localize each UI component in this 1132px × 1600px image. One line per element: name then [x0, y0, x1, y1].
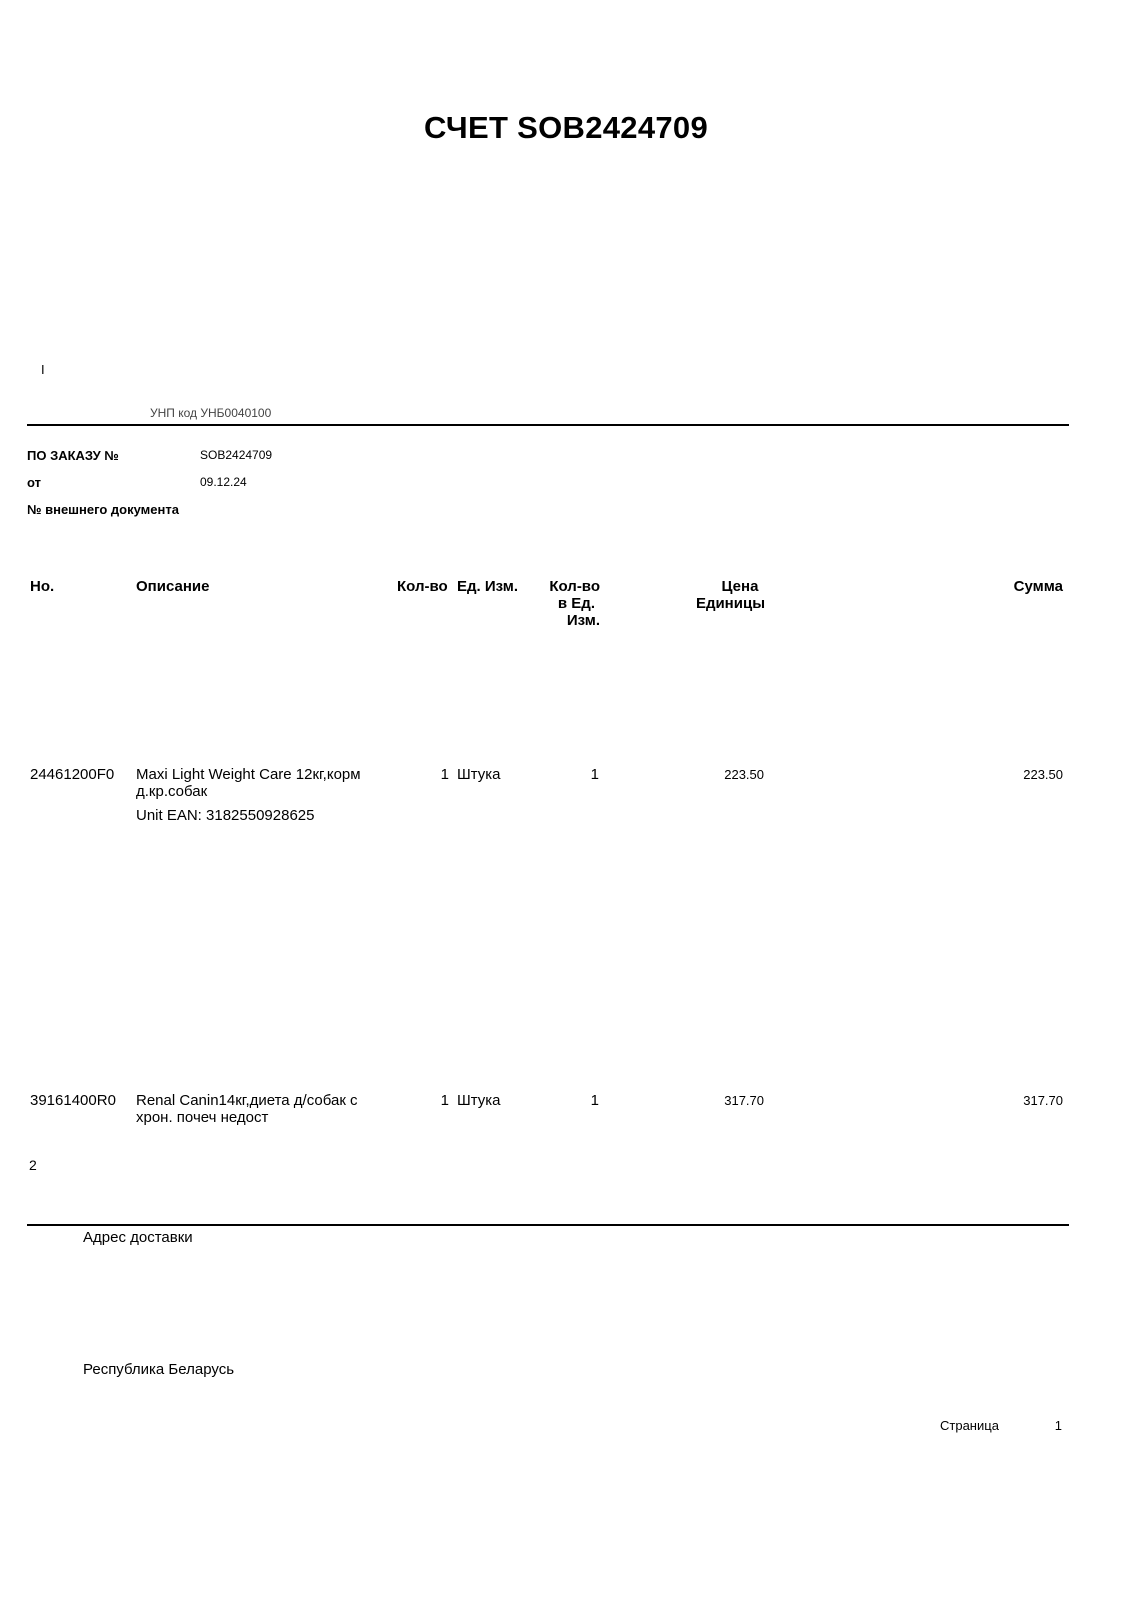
row-1-no: 24461200F0: [30, 766, 115, 783]
row-2-unit: Штука: [457, 1092, 501, 1109]
page-label: Страница: [940, 1418, 999, 1433]
delivery-country: Республика Беларусь: [83, 1361, 235, 1378]
external-document-label: № внешнего документа: [27, 502, 179, 517]
invoice-title: СЧЕТ SOB2424709: [424, 110, 708, 145]
header-no: Но.: [30, 578, 55, 595]
row-1-price: 223.50: [724, 767, 764, 782]
row-2-description-2: хрон. почеч недост: [136, 1109, 269, 1126]
header-qty: Кол-во: [397, 578, 448, 595]
row-2-description-1: Renal Canin14кг,диета д/собак с: [136, 1092, 358, 1109]
cut-off-text: УНП код УНБ0040100: [150, 406, 272, 420]
header-qty-per-unit-1: Кол-во: [549, 578, 600, 595]
scan-mark: I: [41, 362, 45, 377]
scan-mark-2: 2: [29, 1157, 37, 1173]
row-1-unit: Штука: [457, 766, 501, 783]
header-qty-per-unit-2: в Ед.: [557, 595, 595, 612]
order-date-label: от: [27, 475, 41, 490]
row-2-qty: 1: [440, 1092, 449, 1109]
row-1-ean: Unit EAN: 3182550928625: [136, 807, 315, 824]
top-divider: [27, 424, 1069, 426]
order-number-value: SOB2424709: [200, 448, 273, 462]
row-1-description-1: Maxi Light Weight Care 12кг,корм: [136, 766, 361, 783]
row-2-no: 39161400R0: [30, 1092, 116, 1109]
row-1-qty: 1: [440, 766, 449, 783]
bottom-divider: [27, 1224, 1069, 1226]
page-number: 1: [1054, 1418, 1062, 1433]
order-date-value: 09.12.24: [200, 475, 247, 489]
header-price-1: Цена: [721, 578, 759, 595]
row-2-price: 317.70: [724, 1093, 764, 1108]
row-2-qty-per-unit: 1: [590, 1092, 599, 1109]
header-price-2: Единицы: [695, 595, 765, 612]
row-1-sum: 223.50: [1023, 767, 1063, 782]
delivery-address-label: Адрес доставки: [83, 1229, 193, 1246]
header-unit: Ед. Изм.: [457, 578, 518, 595]
header-description: Описание: [136, 578, 210, 595]
header-sum: Сумма: [1013, 578, 1063, 595]
order-number-label: ПО ЗАКАЗУ №: [27, 448, 119, 463]
row-1-description-2: д.кр.собак: [136, 783, 208, 800]
row-1-qty-per-unit: 1: [590, 766, 599, 783]
row-2-sum: 317.70: [1023, 1093, 1063, 1108]
header-qty-per-unit-3: Изм.: [566, 612, 600, 629]
